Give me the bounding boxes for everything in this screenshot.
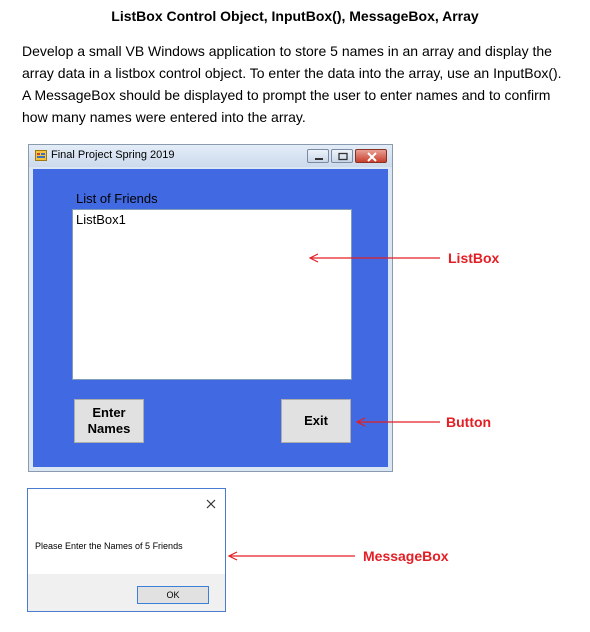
message-footer (28, 574, 225, 611)
friends-listbox[interactable] (72, 209, 352, 380)
form-client-area (33, 169, 388, 467)
listbox-annotation: ListBox (448, 250, 500, 266)
ok-button[interactable]: OK (137, 586, 209, 604)
exit-button[interactable]: Exit (281, 399, 351, 443)
instructions-paragraph: Develop a small VB Windows application to store 5 names in an array and display the array data in a listbox control object. To enter the data into the array, use an InputBox(). A MessageBox should be displayed to prompt the user to enter names and to confirm how many names were entered into the array. (22, 43, 562, 125)
button-annotation: Button (446, 414, 492, 430)
maximize-icon (332, 150, 354, 164)
maximize-button[interactable] (331, 149, 353, 163)
message-box (27, 488, 226, 612)
document-title: ListBox Control Object, InputBox(), MessageBox, Array (111, 8, 479, 24)
friends-label: List of Friends (76, 191, 158, 206)
minimize-button[interactable] (307, 149, 329, 163)
close-button[interactable] (355, 149, 387, 163)
minimize-icon (308, 150, 330, 164)
form-window (28, 144, 393, 472)
message-text: Please Enter the Names of 5 Friends (35, 541, 183, 551)
listbox-item[interactable]: ListBox1 (76, 212, 126, 227)
enter-names-button[interactable]: Enter Names (74, 399, 144, 443)
window-title: Final Project Spring 2019 (51, 149, 175, 161)
close-icon[interactable] (206, 499, 216, 509)
close-icon (356, 150, 388, 164)
messagebox-annotation: MessageBox (363, 548, 449, 564)
window-titlebar[interactable] (29, 145, 392, 167)
app-form-icon (35, 150, 47, 161)
